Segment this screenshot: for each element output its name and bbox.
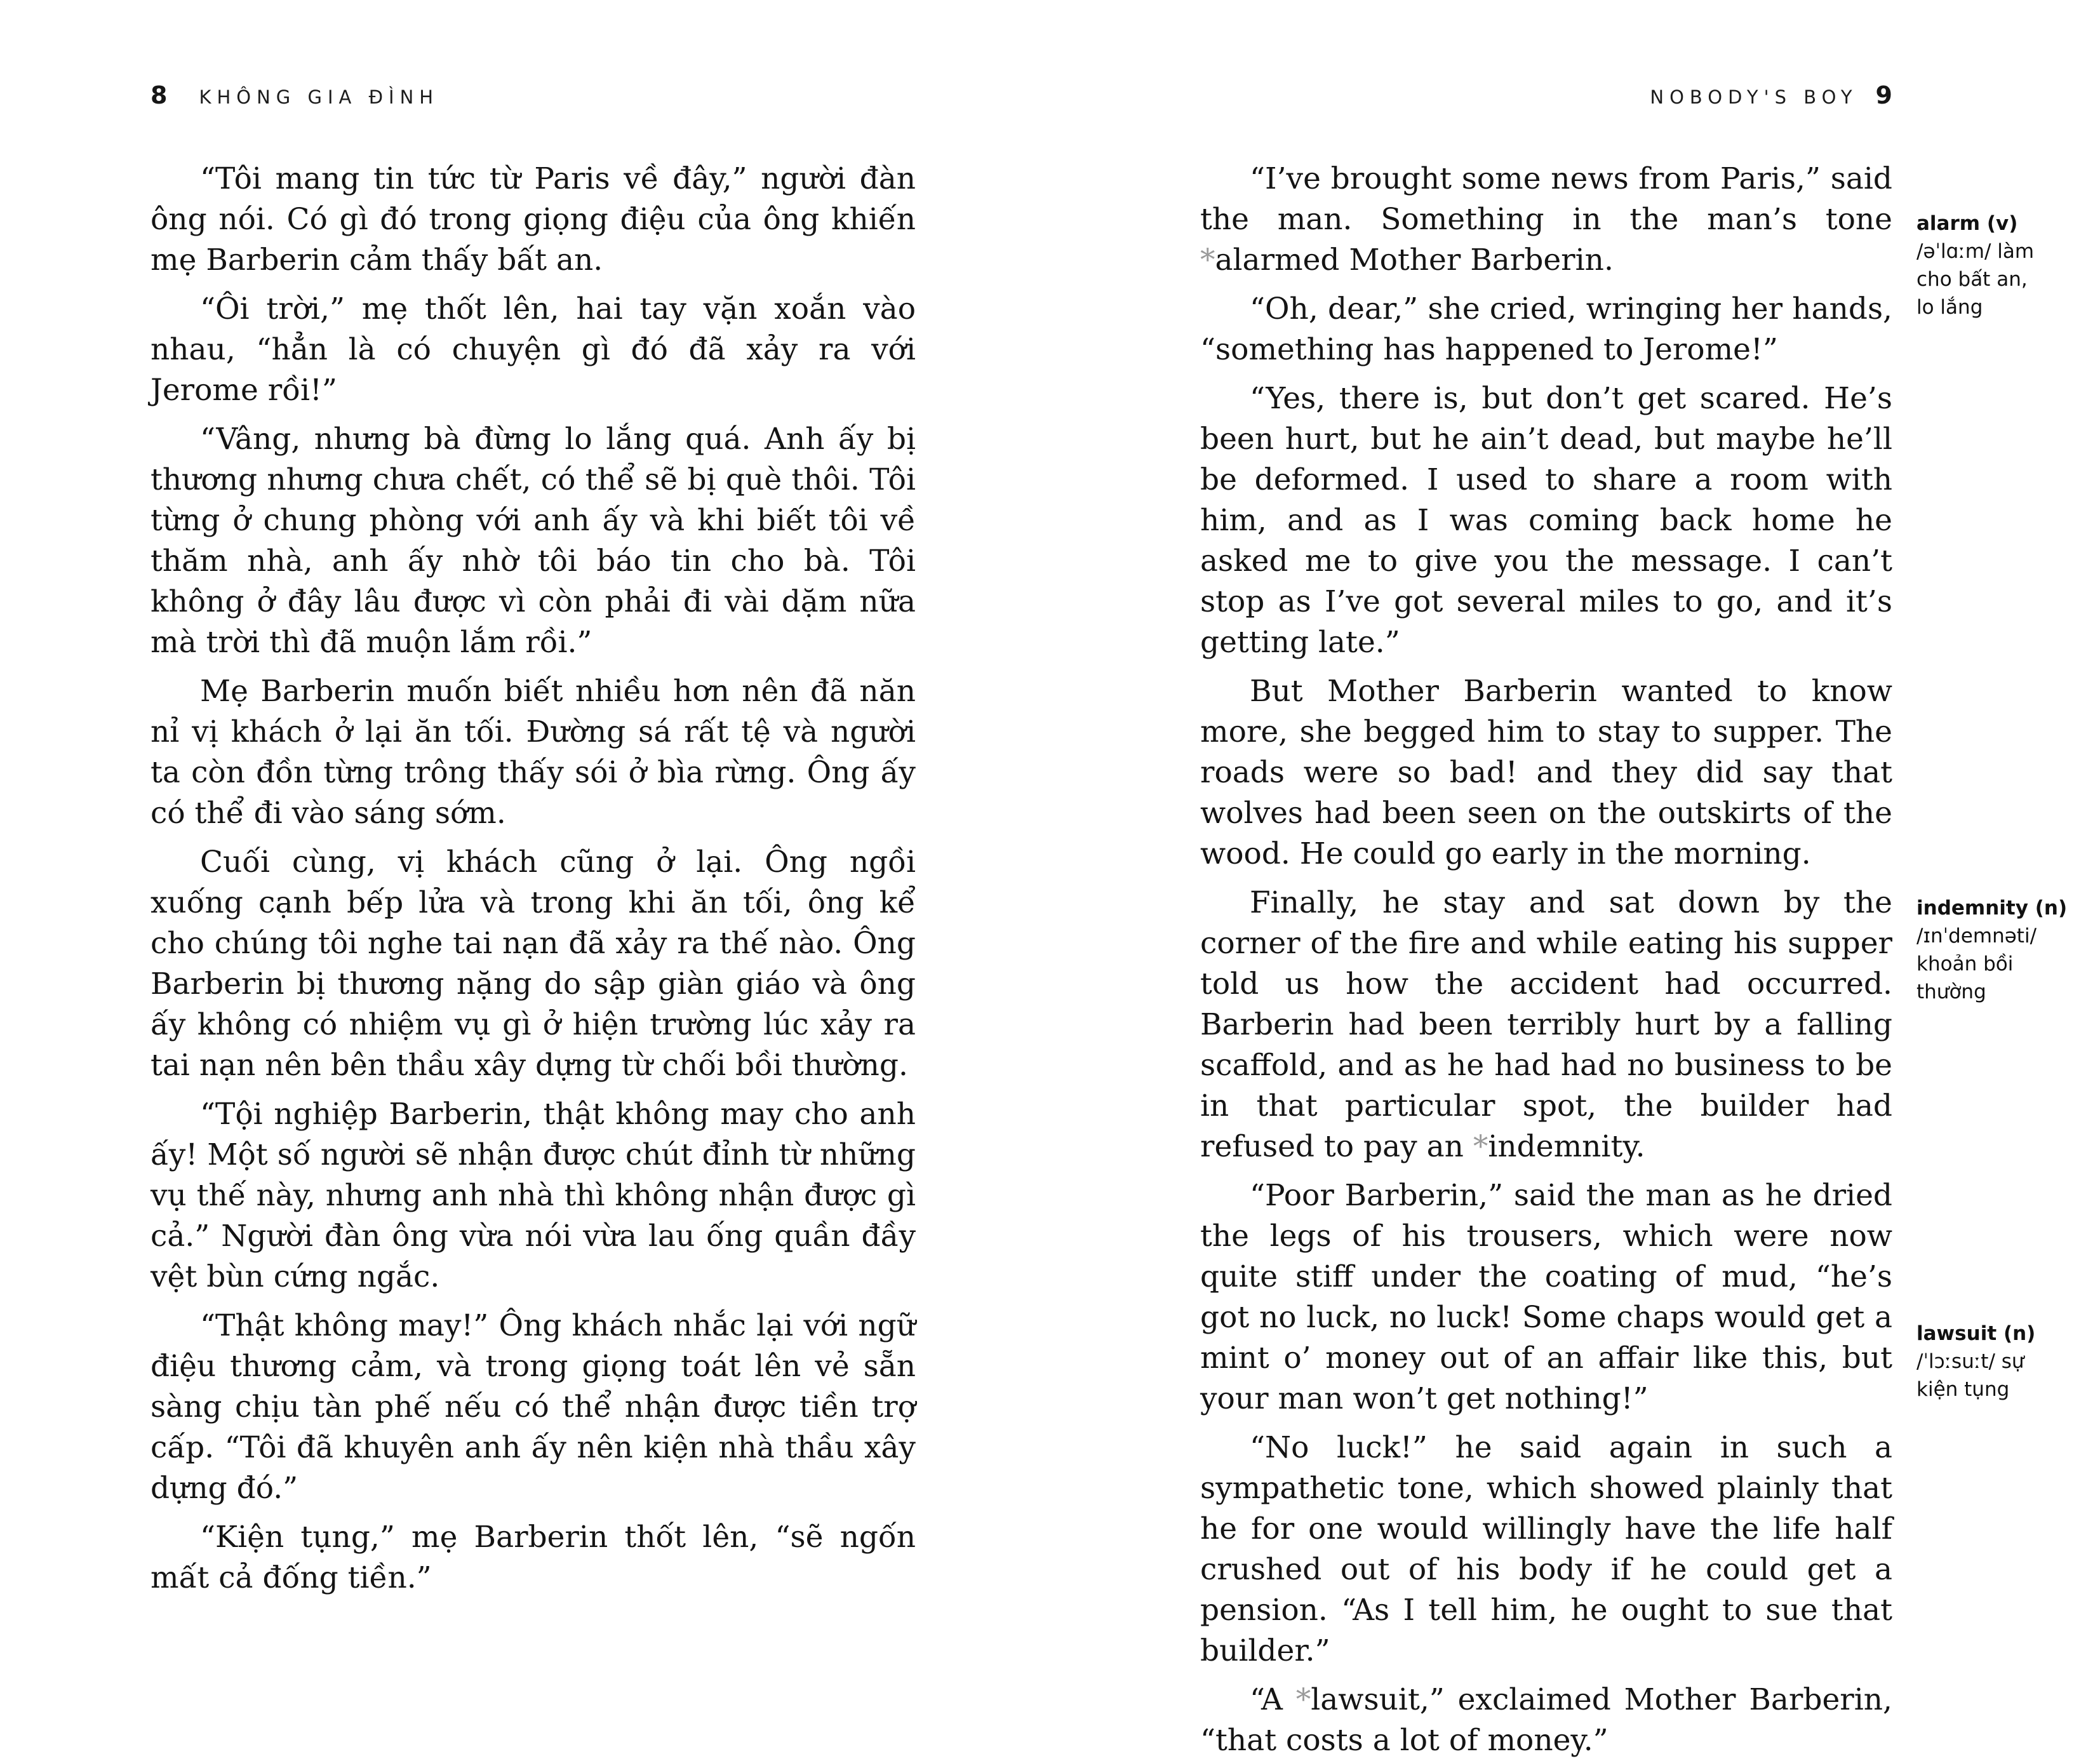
vocab-definition-line: /ˈlɔːsuːt/ sự	[1916, 1350, 2024, 1373]
vocab-definition-line: khoản bồi	[1916, 953, 2014, 975]
paragraph-en-3: “Yes, there is, but don’t get scared. He’s been hurt, but he ain’t dead, but maybe he’ll be deformed. I used to share a room with him, and as I was coming back home he asked me to give you the message. I can’t stop as I’ve got several miles to go, and it’s getting late.”	[1200, 381, 1892, 660]
vocab-definition-line: /ɪnˈdemnəti/	[1916, 925, 2037, 947]
paragraph-en-6: “Poor Barberin,” said the man as he dried the legs of his trousers, which were now quite stiff under the coating of mud, “he’s got no luck, no luck! Some chaps would get a mint o’ money out of an affair like this, but your man won’t get nothing!”	[1200, 1178, 1892, 1416]
left-page-header	[150, 81, 439, 109]
vocab-term: lawsuit (n)	[1916, 1322, 2036, 1345]
paragraph-en-2: “Oh, dear,” she cried, wringing her hands, “something has happened to Jerome!”	[1200, 291, 1892, 367]
vocab-definition-line: cho bất an,	[1916, 268, 2028, 291]
vocab-note-indemnity	[1916, 894, 2075, 1006]
vocab-note-lawsuit	[1916, 1320, 2075, 1403]
paragraph-vi-4: Mẹ Barberin muốn biết nhiều hơn nên đã năn nỉ vị khách ở lại ăn tối. Đường sá rất tệ và người ta còn đồn từng trông thấy sói ở bìa rừng. Ông ấy có thể đi vào sáng sớm.	[150, 674, 916, 831]
paragraph-en-8: “A *lawsuit,” exclaimed Mother Barberin, “that costs a lot of money.”	[1200, 1682, 1892, 1758]
vocab-definition-line: /əˈlɑːm/ làm	[1916, 240, 2035, 263]
vocab-note-alarm	[1916, 210, 2075, 321]
paragraph-vi-5: Cuối cùng, vị khách cũng ở lại. Ông ngồi xuống cạnh bếp lửa và trong khi ăn tối, ông kể cho chúng tôi nghe tai nạn đã xảy ra thế nào. Ông Barberin bị thương nặng do sập giàn giáo và ông ấy không có nhiệm vụ gì ở hiện trường lúc xảy ra tai nạn nên bên thầu xây dựng từ chối bồi thường.	[150, 845, 916, 1083]
paragraph-vi-1: “Tôi mang tin tức từ Paris về đây,” người đàn ông nói. Có gì đó trong giọng điệu của ông khiến mẹ Barberin cảm thấy bất an.	[150, 161, 916, 278]
right-page-header	[1650, 81, 1892, 109]
right-page-number: 9	[1875, 81, 1892, 109]
vocab-term: indemnity (n)	[1916, 897, 2068, 920]
paragraph-vi-7: “Thật không may!” Ông khách nhắc lại với ngữ điệu thương cảm, và trong giọng toát lên vẻ sẵn sàng chịu tàn phế nếu có thể nhận được tiền trợ cấp. “Tôi đã khuyên anh ấy nên kiện nhà thầu xây dựng đó.”	[150, 1308, 916, 1506]
right-running-title: NOBODY'S BOY	[1650, 86, 1858, 108]
vocab-definition-line: kiện tụng	[1916, 1378, 2010, 1401]
paragraph-vi-3: “Vâng, nhưng bà đừng lo lắng quá. Anh ấy bị thương nhưng chưa chết, có thể sẽ bị què thôi. Tôi từng ở chung phòng với anh ấy và khi biết tôi về thăm nhà, anh ấy nhờ tôi báo tin cho bà. Tôi không ở đây lâu được vì còn phải đi vài dặm nữa mà trời thì đã muộn lắm rồi.”	[150, 422, 916, 660]
paragraph-vi-2: “Ôi trời,” mẹ thốt lên, hai tay vặn xoắn vào nhau, “hẳn là có chuyện gì đó đã xảy ra với Jerome rồi!”	[150, 291, 916, 408]
paragraph-en-5: Finally, he stay and sat down by the corner of the fire and while eating his supper told us how the accident had occurred. Barberin had been terribly hurt by a falling scaffold, and as he had had no business to be in that particular spot, the builder had refused to pay an *indemnity.	[1200, 885, 1892, 1164]
paragraph-vi-8: “Kiện tụng,” mẹ Barberin thốt lên, “sẽ ngốn mất cả đống tiền.”	[150, 1520, 916, 1595]
vocab-definition-line: lo lắng	[1916, 296, 1983, 319]
vocab-asterisk: *	[1473, 1129, 1488, 1164]
paragraph-en-1: “I’ve brought some news from Paris,” said the man. Something in the man’s tone *alarmed Mother Barberin.	[1200, 161, 1892, 278]
paragraph-vi-6: “Tội nghiệp Barberin, thật không may cho anh ấy! Một số người sẽ nhận được chút đỉnh từ những vụ thế này, nhưng anh nhà thì không nhận được gì cả.” Người đàn ông vừa nói vừa lau ống quần đầy vệt bùn cứng ngắc.	[150, 1097, 916, 1294]
paragraph-en-7: “No luck!” he said again in such a sympathetic tone, which showed plainly that he for one would willingly have the life half crushed out of his body if he could get a pension. “As I tell him, he ought to sue that builder.”	[1200, 1430, 1892, 1668]
left-page-number: 8	[150, 81, 168, 109]
vocab-asterisk: *	[1200, 243, 1215, 278]
left-running-title: KHÔNG GIA ĐÌNH	[199, 86, 439, 108]
right-page-text	[1200, 159, 1892, 1761]
vocab-asterisk: *	[1295, 1682, 1311, 1717]
left-page-text	[150, 159, 916, 1598]
vocab-term: alarm (v)	[1916, 212, 2018, 235]
vocab-definition-line: thường	[1916, 981, 1986, 1003]
paragraph-en-4: But Mother Barberin wanted to know more, she begged him to stay to supper. The roads were so bad! and they did say that wolves had been seen on the outskirts of the wood. He could go early in the morning.	[1200, 674, 1892, 871]
